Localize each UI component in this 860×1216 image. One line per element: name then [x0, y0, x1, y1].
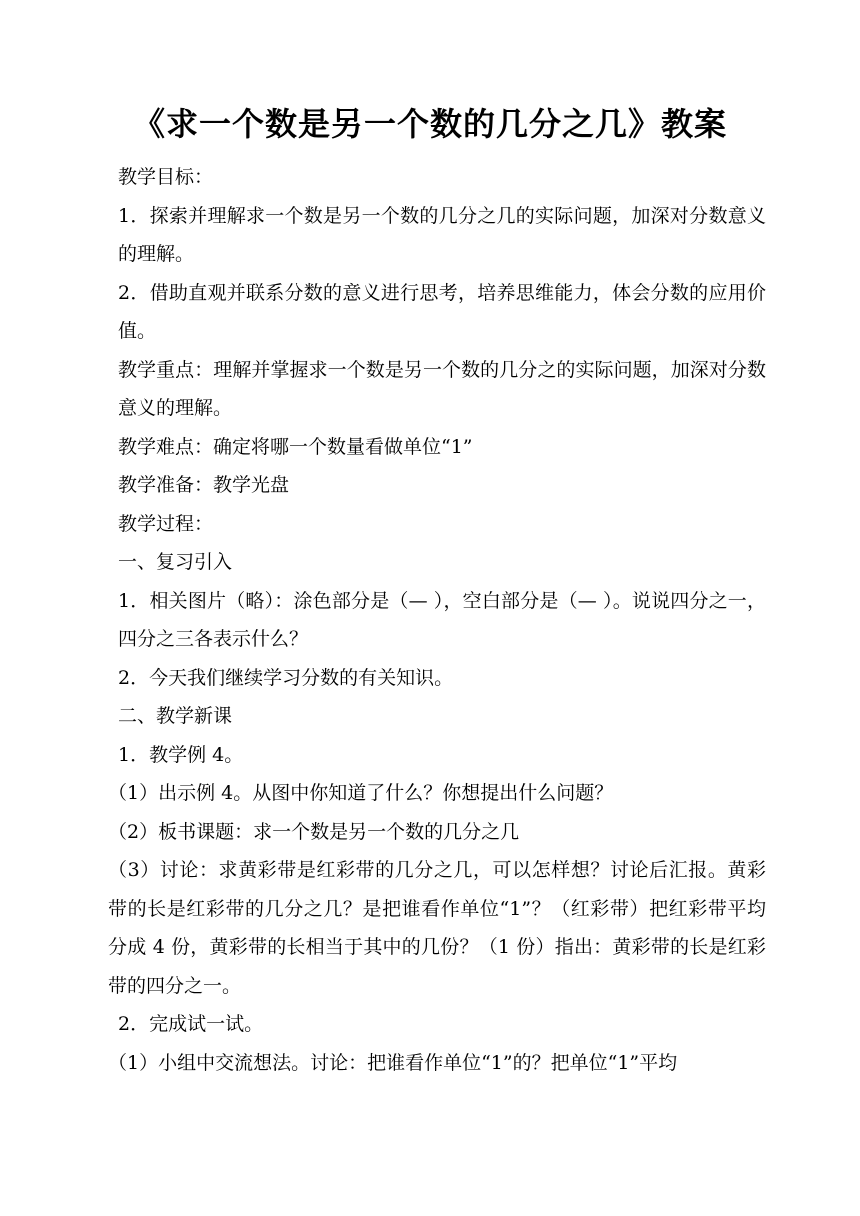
- document-body: [108, 158, 766, 1082]
- objective-item-1: 1．探索并理解求一个数是另一个数的几分之几的实际问题，加深对分数意义的理解。: [118, 204, 766, 265]
- preparation-paragraph: 教学准备：教学光盘: [118, 474, 290, 496]
- section-heading-process: 教学过程：: [118, 512, 214, 535]
- difficulty-paragraph: 教学难点：确定将哪一个数量看做单位“1”: [118, 435, 473, 458]
- lesson-item-2: 2．完成试一试。: [118, 1013, 264, 1035]
- lesson-subitem-2: （2）板书课题：求一个数是另一个数的几分之几: [108, 820, 520, 843]
- section-heading-new-lesson: 二、教学新课: [118, 705, 233, 727]
- review-item-1: 1．相关图片（略）：涂色部分是（— ），空白部分是（— ）。说说四分之一，四分之三各表示什么？: [118, 589, 766, 650]
- lesson-item-1: 1．教学例 4。: [118, 743, 244, 766]
- lesson-subitem-3: （3）讨论：求黄彩带是红彩带的几分之几，可以怎样想？讨论后汇报。黄彩带的长是红彩带的几分之几？是把谁看作单位“1”？（红彩带）把红彩带平均分成 4 份，黄彩带的长相当于其中的几份？（1 份）指出：黄彩带的长是红彩带的四分之一。: [108, 859, 766, 997]
- section-heading-review: 一、复习引入: [118, 551, 233, 573]
- lesson-subitem-4: （1）小组中交流想法。讨论：把谁看作单位“1”的？把单位“1”平均: [108, 1051, 678, 1074]
- lesson-subitem-1: （1）出示例 4。从图中你知道了什么？你想提出什么问题？: [108, 782, 614, 804]
- objective-item-2: 2．借助直观并联系分数的意义进行思考，培养思维能力，体会分数的应用价值。: [118, 281, 766, 342]
- key-points-paragraph: 教学重点：理解并掌握求一个数是另一个数的几分之的实际问题，加深对分数意义的理解。: [118, 358, 766, 419]
- review-item-2: 2．今天我们继续学习分数的有关知识。: [118, 666, 454, 689]
- section-heading-objectives: 教学目标：: [118, 166, 214, 188]
- document-title: 《求一个数是另一个数的几分之几》教案: [132, 105, 727, 143]
